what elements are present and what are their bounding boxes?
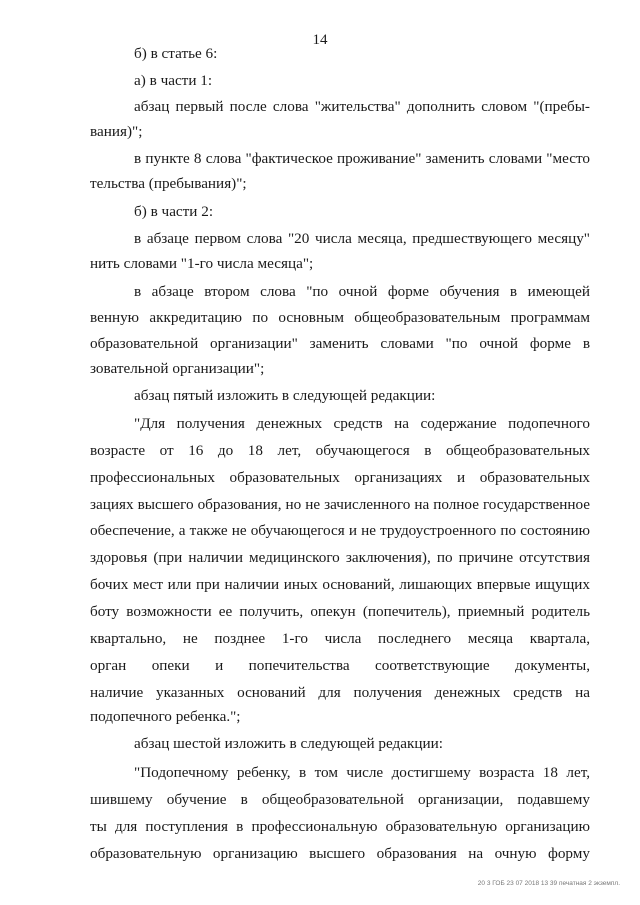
text-line: возрасте от 16 до 18 лет, обучающегося в общеобразовательных — [90, 442, 590, 459]
text-line: зациях высшего образования, но не зачисленного на полное государственное — [90, 496, 590, 513]
text-line: б) в статье 6: — [134, 45, 218, 62]
text-line: квартально, не позднее 1-го числа последнего месяца квартала, — [90, 630, 590, 647]
text-line: обеспечение, а также не обучающегося и не трудоустроенного по состоянию — [90, 522, 590, 539]
text-line: абзац первый после слова "жительства" дополнить словом "(пребы- — [134, 98, 590, 115]
text-line: нить словами "1-го числа месяца"; — [90, 255, 314, 272]
text-line: подопечного ребенка."; — [90, 708, 241, 725]
text-line: "Подопечному ребенку, в том числе достигшему возраста 18 лет, — [134, 764, 590, 781]
text-line: абзац пятый изложить в следующей редакции: — [134, 387, 436, 404]
footer-stamp: 20 3 ГОБ 23 07 2018 13 39 печатная 2 экземпл. — [477, 880, 620, 887]
text-line: шившему обучение в общеобразовательной организации, подавшему — [90, 791, 590, 808]
text-line: зовательной организации"; — [90, 360, 265, 377]
text-line: а) в части 1: — [134, 72, 213, 89]
text-line: венную аккредитацию по основным общеобразовательным программам — [90, 309, 590, 326]
page-number: 14 — [312, 32, 328, 48]
text-line: в абзаце первом слова "20 числа месяца, предшествующего месяцу" — [134, 230, 590, 247]
text-line: бочих мест или при наличии иных оснований, лишающих впервые ищущих — [90, 576, 590, 593]
text-line: образовательную организацию высшего образования на очную форму — [90, 845, 590, 862]
text-line: в абзаце втором слова "по очной форме обучения в имеющей — [134, 283, 590, 300]
text-line: "Для получения денежных средств на содержание подопечного — [134, 415, 590, 432]
text-line: здоровья (при наличии медицинского заключения), по причине отсутствия — [90, 549, 590, 566]
text-line: орган опеки и попечительства соответствующие документы, — [90, 657, 590, 674]
text-line: профессиональных образовательных организациях и образовательных — [90, 469, 590, 486]
text-line: образовательной организации" заменить словами "по очной форме в — [90, 335, 590, 352]
text-line: боту возможности ее получить, опекун (попечитель), приемный родитель — [90, 603, 590, 620]
text-line: в пункте 8 слова "фактическое проживание" заменить словами "место — [134, 150, 590, 167]
text-line: наличие указанных оснований для получения денежных средств на — [90, 684, 590, 701]
text-line: абзац шестой изложить в следующей редакции: — [134, 735, 443, 752]
text-line: вания)"; — [90, 123, 143, 140]
text-line: б) в части 2: — [134, 203, 214, 220]
text-line: тельства (пребывания)"; — [90, 175, 247, 192]
text-line: ты для поступления в профессиональную образовательную организацию — [90, 818, 590, 835]
